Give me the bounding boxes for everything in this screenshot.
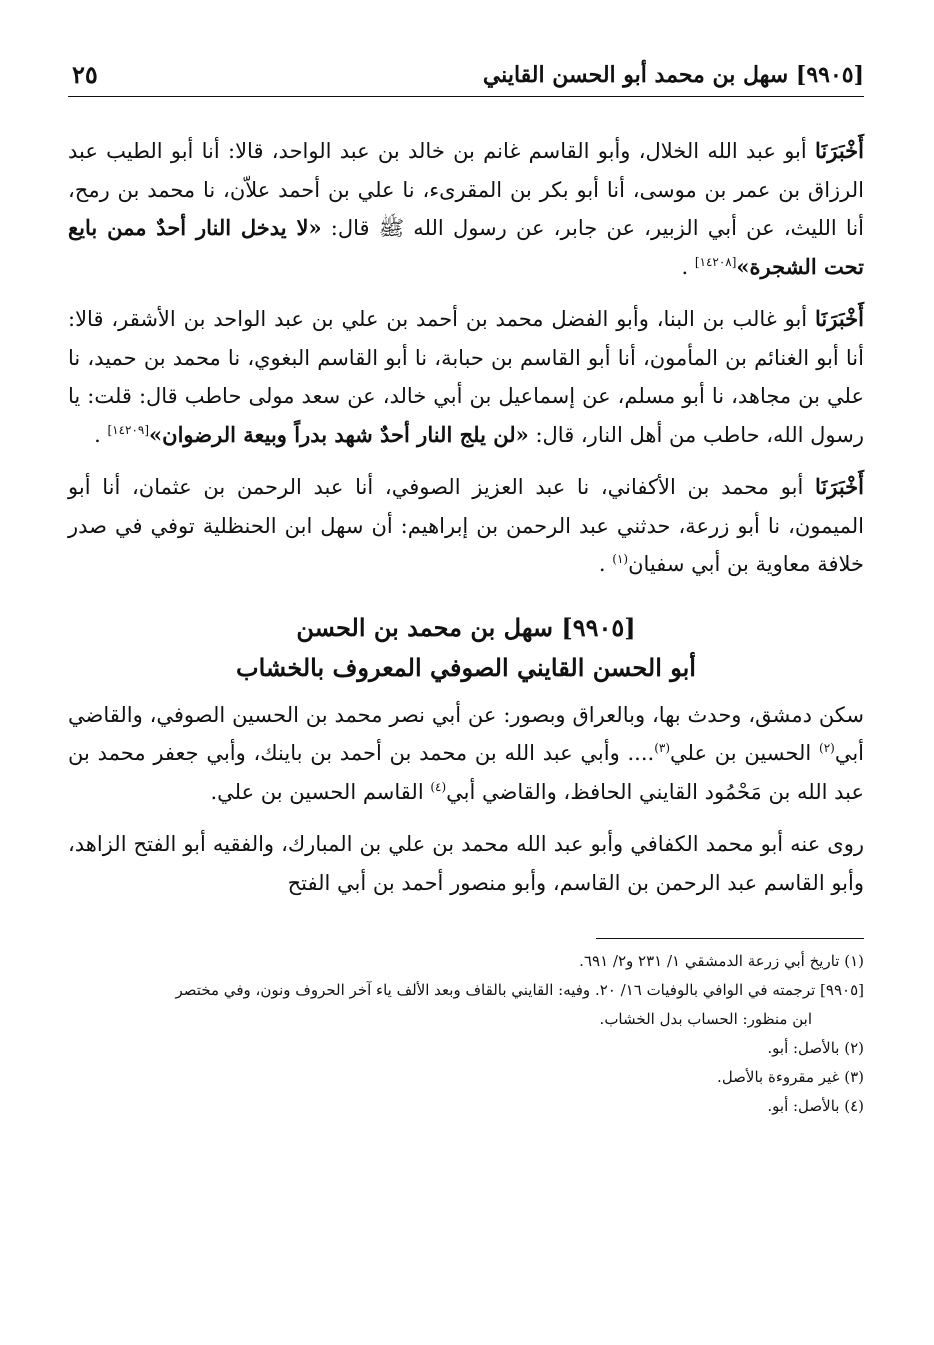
hadith-quote: «لا يدخل النار أحدٌ ممن بايع تحت الشجرة» (68, 215, 864, 279)
paragraph-text: أبو عبد الله الخلال، وأبو القاسم غانم بن خالد بن عبد الواحد، قالا: أنا أبو الطيب عبد الرزاق بن عمر بن موسى، أنا أبو بكر بن المقرىء، نا علي بن أحمد علاّن، نا محمد بن رمح، أنا الليث، عن أبي الزبير، عن جابر، عن رسول الله ﷺ قال: (68, 139, 865, 240)
biography-paragraph-1 (68, 696, 864, 812)
hadith-paragraph-1 (68, 132, 864, 286)
footnote-separator (596, 938, 864, 939)
narration-paragraph-3 (68, 468, 864, 584)
bio-text: سكن دمشق، وحدث بها، وبالعراق وبصور: عن أبي نصر محمد بن الحسين الصوفي، والقاضي أبي (68, 702, 865, 765)
entry-title: [٩٩٠٥] سهل بن محمد بن الحسن (296, 612, 636, 642)
bio-text: الحسين بن علي (670, 741, 819, 765)
footnotes (68, 947, 864, 1121)
footnote-mark: (٣) (654, 741, 671, 755)
footnote-mark: (٤) (430, 779, 447, 794)
footnote-1: (١) تاريخ أبي زرعة الدمشقي ١/ ٢٣١ و٢/ ٦٩١. (579, 952, 864, 970)
hadith-ref: [١٤٢٠٩] (107, 422, 150, 437)
hadith-quote: «لن يلج النار أحدٌ شهد بدراً وبيعة الرضوان» (149, 421, 529, 447)
paragraph-end: . (681, 254, 689, 279)
bio-text: القاسم الحسين بن علي. (210, 779, 431, 804)
hadith-paragraph-2 (68, 300, 864, 454)
paragraph-lead: أَخْبَرَنَا (815, 138, 864, 163)
paragraph-end: . (94, 422, 101, 447)
bio-text: .... وأبي عبد الله بن محمد بن أحمد بن باينك، وأبي جعفر محمد بن عبد الله بن مَحْمُود القايني الحافظ، والقاضي أبي (68, 741, 864, 804)
paragraph-text: أبو محمد بن الأكفاني، نا عبد العزيز الصوفي، أنا عبد الرحمن بن عثمان، أنا أبو الميمون، نا أبو زرعة، حدثني عبد الرحمن بن إبراهيم: أن سهل ابن الحنظلية توفي في صدر خلافة معاوية بن أبي سفيان (68, 475, 864, 576)
footnote-mark: (١) (612, 552, 629, 566)
footnote-entry-note: [٩٩٠٥] ترجمته في الوافي بالوفيات ١٦/ ٢٠. وفيه: القايني بالقاف وبعد الألف ياء آخر الحروف ونون، وفي مختصر (175, 981, 864, 999)
hadith-ref: [١٤٢٠٨] (694, 254, 737, 269)
running-title: [٩٩٠٥] سهل بن محمد أبو الحسن القايني (482, 62, 864, 88)
paragraph-lead: أَخْبَرَنَا (815, 306, 864, 331)
footnote-4: (٤) بالأصل: أبو. (767, 1097, 864, 1115)
page-header (68, 58, 864, 98)
paragraph-text: أبو غالب بن البنا، وأبو الفضل محمد بن أحمد بن علي بن عبد الواحد بن الأشقر، قالا: أنا أبو الغنائم بن المأمون، أنا أبو القاسم بن حبابة، نا أبو القاسم البغوي، نا محمد بن حميد، نا علي بن مجاهد، نا أبو مسلم، عن إسماعيل بن أبي خالد، عن سعد مولى حاطب قال: قلت: يا رسول الله، حاطب من أهل النار، قال: (68, 307, 864, 447)
footnote-mark: (٢) (819, 741, 835, 755)
paragraph-lead: أَخْبَرَنَا (815, 474, 864, 499)
footnote-2: (٢) بالأصل: أبو. (767, 1039, 864, 1057)
paragraph-end: . (598, 552, 606, 576)
footnote-entry-note-cont: ابن منظور: الحساب بدل الخشاب. (599, 1010, 812, 1028)
footnote-3: (٣) غير مقروءة بالأصل. (717, 1068, 864, 1086)
page-number: ٢٥ (72, 60, 98, 89)
book-page (68, 58, 864, 1121)
entry-subtitle: أبو الحسن القايني الصوفي المعروف بالخشاب (236, 652, 696, 682)
biography-paragraph-2: روى عنه أبو محمد الكفافي وأبو عبد الله محمد بن علي بن المبارك، والفقيه أبو الفتح الزاهد، وأبو القاسم عبد الرحمن بن القاسم، وأبو منصور أحمد بن أبي الفتح (68, 832, 864, 895)
header-rule (68, 96, 864, 97)
